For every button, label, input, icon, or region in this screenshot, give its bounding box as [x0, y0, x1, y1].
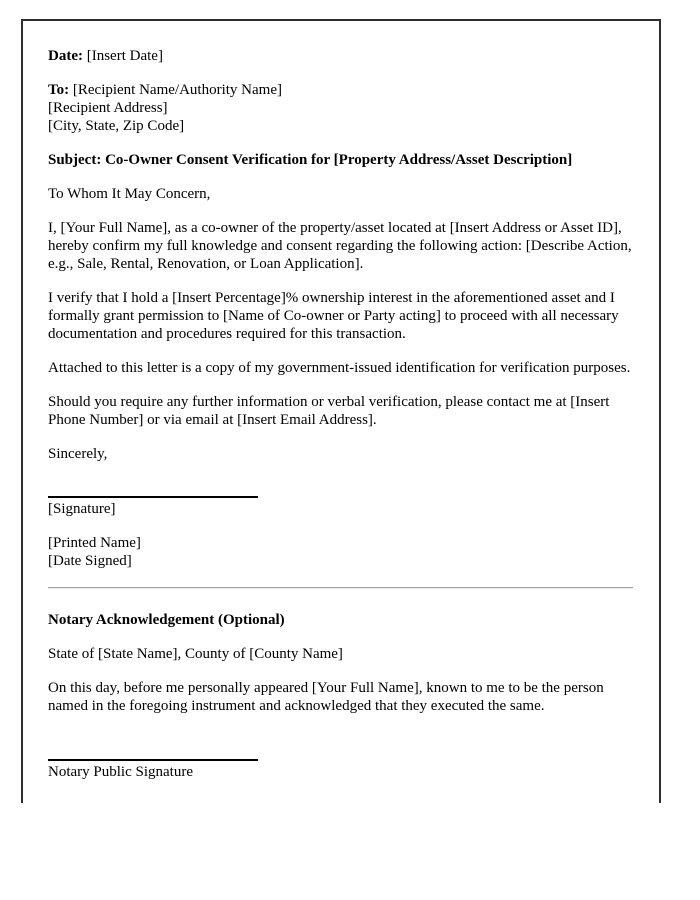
recipient-address: [Recipient Address] [48, 100, 168, 116]
notary-signature-caption: Notary Public Signature [48, 764, 193, 780]
date-line [48, 47, 633, 65]
notary-section-divider [48, 587, 633, 589]
salutation: To Whom It May Concern, [48, 186, 211, 202]
notary-state-county-line: State of [State Name], County of [County Name] [48, 646, 343, 662]
date-value: [Insert Date] [86, 48, 163, 64]
signature-block [48, 479, 633, 518]
body-paragraph-ownership: I verify that I hold a [Insert Percentage]% ownership interest in the aforementioned asset and I formally grant permission to [Name of Co-owner or Party acting] to proceed with all necessary documentation and procedures required for this transaction. [48, 290, 619, 342]
notary-signature-line [48, 742, 258, 761]
body-paragraph-contact: Should you require any further information or verbal verification, please contact me at [Insert Phone Number] or via email at [Insert Email Address]. [48, 394, 610, 428]
subject-line: Subject: Co-Owner Consent Verification for [Property Address/Asset Description] [48, 152, 573, 168]
signature-placeholder: [Signature] [48, 501, 116, 517]
printed-name: [Printed Name] [48, 535, 141, 551]
notary-signature-block [48, 742, 633, 781]
recipient-name: [Recipient Name/Authority Name] [72, 82, 282, 98]
notary-heading: Notary Acknowledgement (Optional) [48, 612, 285, 628]
date-signed: [Date Signed] [48, 553, 132, 569]
recipient-city-state-zip: [City, State, Zip Code] [48, 118, 185, 134]
date-label: Date: [48, 48, 83, 64]
recipient-block [48, 81, 633, 135]
closing: Sincerely, [48, 446, 108, 462]
to-label: To: [48, 82, 70, 98]
signer-details-block [48, 534, 633, 570]
recipient-name-line [48, 81, 633, 99]
body-paragraph-consent: I, [Your Full Name], as a co-owner of the property/asset located at [Insert Address or Asset ID], hereby confirm my full knowledge and consent regarding the following action: [Describe Action, e.g., Sale, Rental, Renovation, or Loan Application]. [48, 220, 632, 272]
body-paragraph-attachment: Attached to this letter is a copy of my government-issued identification for verification purposes. [48, 360, 631, 376]
signature-line [48, 479, 258, 498]
letter-page [21, 19, 661, 803]
notary-body: On this day, before me personally appeared [Your Full Name], known to me to be the person named in the foregoing instrument and acknowledged that they executed the same. [48, 680, 604, 714]
